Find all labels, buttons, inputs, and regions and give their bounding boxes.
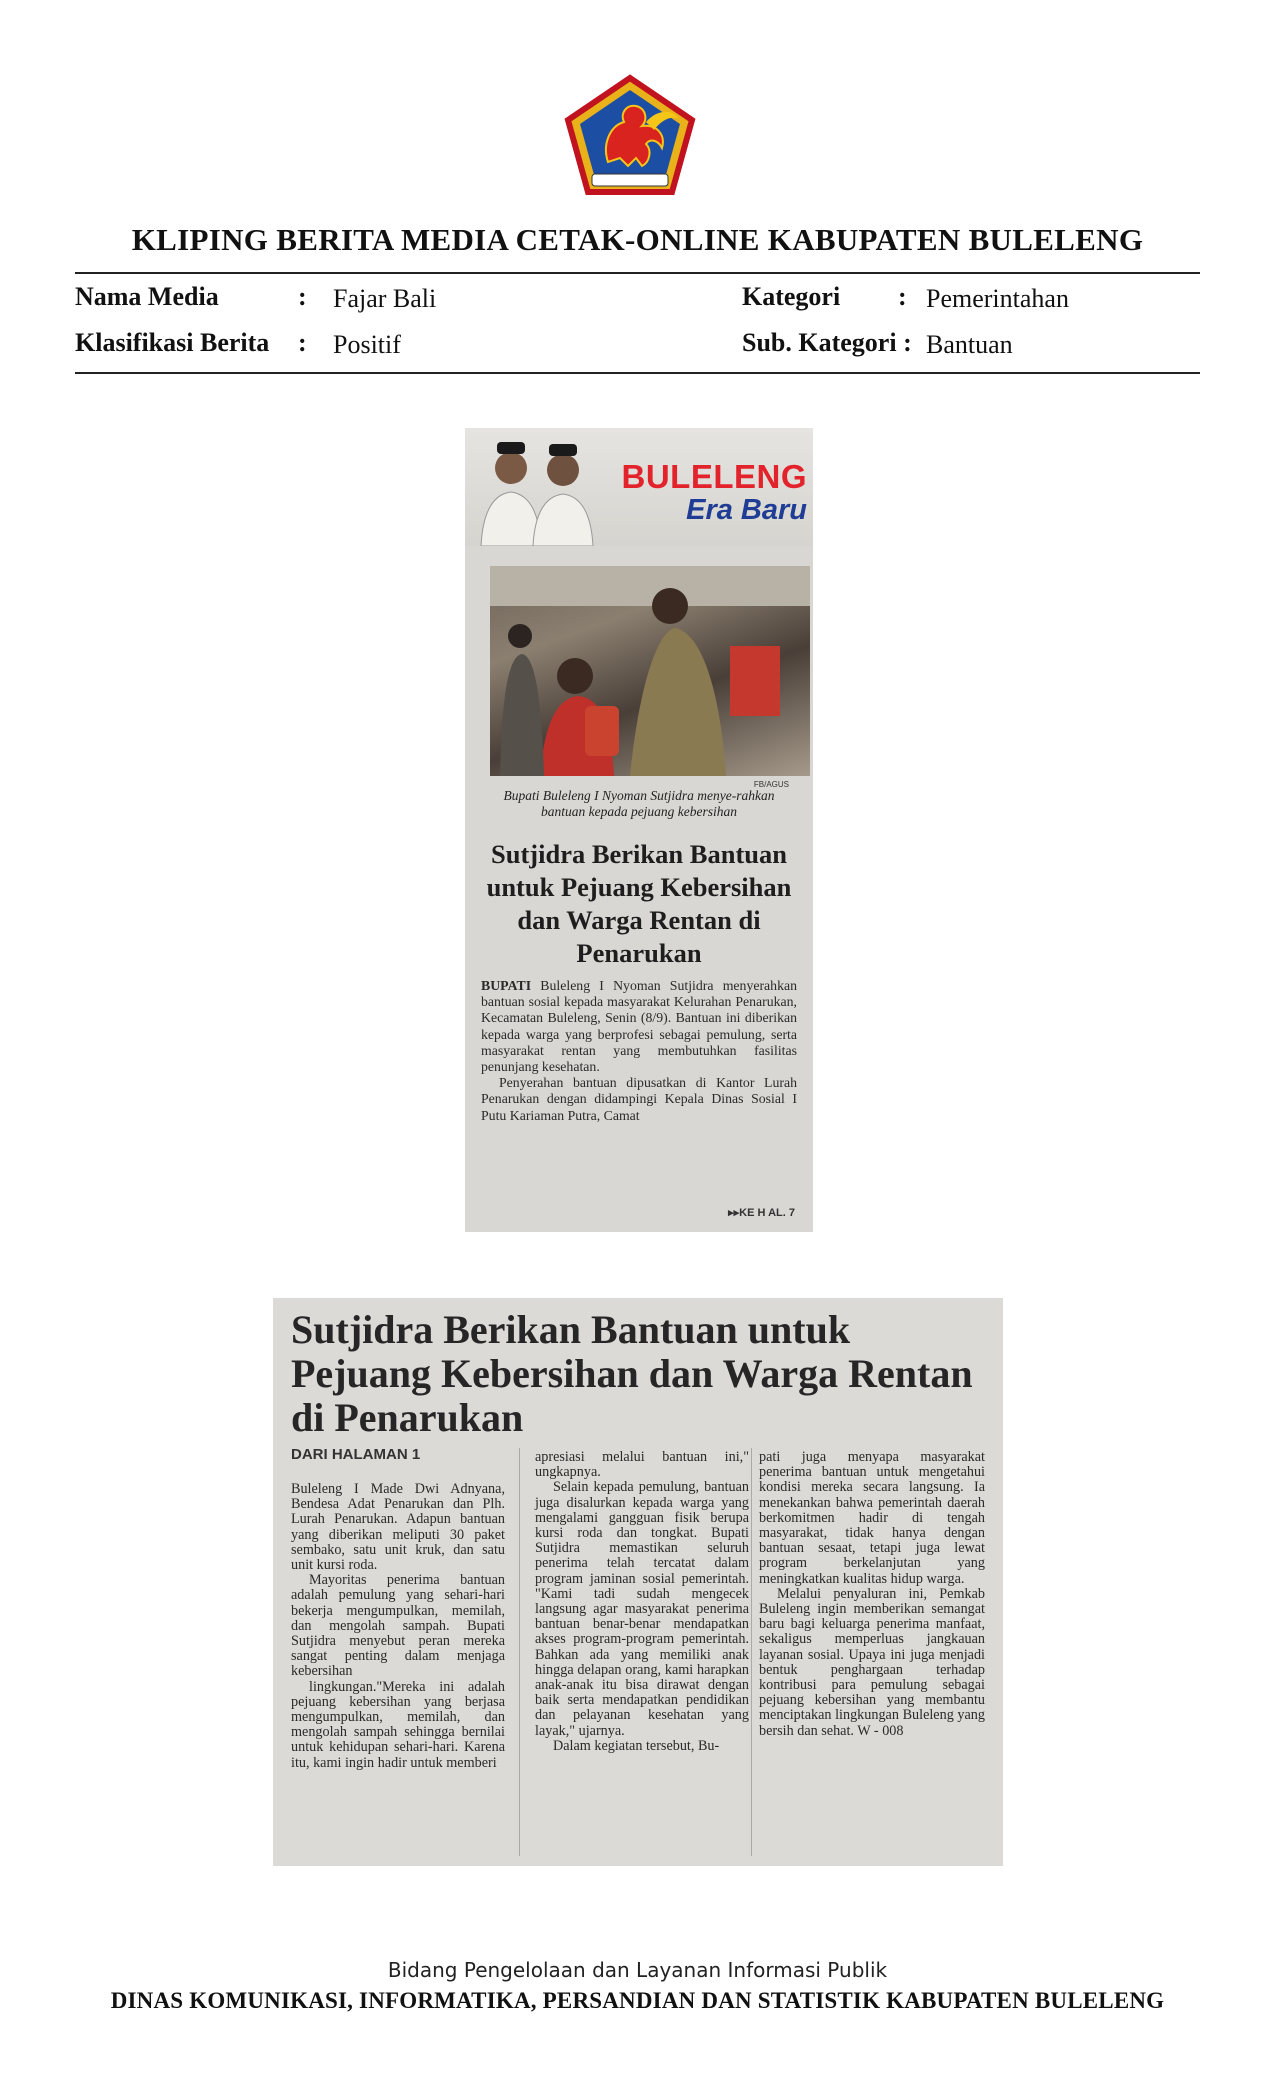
column-2-paragraph-3: Dalam kegiatan tersebut, Bu- — [553, 1737, 720, 1754]
media-label: Nama Media — [75, 282, 219, 311]
footer-agency: DINAS KOMUNIKASI, INFORMATIKA, PERSANDIAN DAN STATISTIK KABUPATEN BULELENG — [110, 1988, 1165, 2013]
article-headline: Sutjidra Berikan Bantuan untuk Pejuang Kebersihan dan Warga Rentan di Penarukan — [486, 839, 792, 968]
lead-word: BUPATI — [481, 978, 532, 993]
klasifikasi-colon: : — [298, 328, 307, 357]
kategori-value: Pemerintahan — [926, 284, 1069, 313]
subkategori-value: Bantuan — [926, 330, 1013, 359]
column-3-paragraph-1: pati juga menyapa masyarakat penerima bantuan untuk mengetahui kondisi mereka secara langsung. Ia menekankan bahwa pemerintah daerah berkomitmen hadir di tengah masyarakat, tidak hanya dengan bantuan sesaat, tetapi juga lewat program berkelanjutan yang meningkatkan kualitas hidup warga. — [759, 1449, 985, 1587]
photo-credit: FB/AGUS — [753, 780, 789, 789]
column-2-paragraph-1: apresiasi melalui bantuan ini," ungkapnya. — [535, 1449, 749, 1481]
continued-from-label: DARI HALAMAN 1 — [291, 1446, 421, 1463]
brand-line-1: BULELENG — [621, 458, 807, 495]
header-rule-bottom — [75, 372, 1200, 374]
column-divider — [519, 1448, 520, 1856]
continued-text: KE H AL. 7 — [739, 1207, 795, 1219]
column-2-paragraph-2: Selain kepada pemulung, bantuan juga disalurkan kepada warga yang mengalami gangguan fisik berupa kursi roda dan tongkat. Bupati Sutjidra memastikan seluruh penerima telah tercatat dalam program jaminan sosial pemerintah. "Kami tadi sudah mengecek langsung agar masyarakat penerima bantuan benar-benar mendapatkan akses program-program pemerintah. Bahkan ada yang memiliki anak hingga delapan orang, kami harapkan anak-anak itu bisa dirawat dengan baik serta mendapatkan pendidikan dan pelayanan kesehatan yang layak," ujarnya. — [535, 1479, 749, 1739]
section-banner — [465, 428, 813, 546]
article-paragraph-1: Buleleng I Nyoman Sutjidra menyerahkan bantuan sosial kepada masyarakat Kelurahan Penarukan, Kecamatan Buleleng, Senin (8/9). Bantuan ini diberikan kepada warga yang berprofesi sebagai pemulung, serta masyarakat rentan yang membutuhkan fasilitas penunjang kesehatan. — [481, 978, 798, 1075]
brand-line-2: Era Baru — [686, 494, 807, 526]
photo-caption: Bupati Buleleng I Nyoman Sutjidra menye-rahkan bantuan kepada pejuang kebersihan — [503, 788, 775, 819]
kategori-label: Kategori — [742, 282, 841, 311]
klasifikasi-label: Klasifikasi Berita — [75, 328, 270, 357]
klasifikasi-value: Positif — [333, 330, 401, 359]
article-body — [481, 978, 797, 1124]
article-paragraph-2: Penyerahan bantuan dipusatkan di Kantor Lurah Penarukan dengan didampingi Kepala Dinas Sosial I Putu Kariaman Putra, Camat — [481, 1075, 797, 1123]
news-clipping-continuation — [273, 1298, 1003, 1866]
column-1-paragraph-1: Buleleng I Made Dwi Adnyana, Bendesa Adat Penarukan dan Plh. Lurah Penarukan. Adapun bantuan yang diberikan meliputi 30 paket sembako, satu unit kruk, dan satu unit kursi roda. — [291, 1481, 505, 1574]
kategori-colon: : — [898, 282, 907, 311]
buleleng-era-baru-logo — [622, 460, 808, 526]
subkategori-label: Sub. Kategori : — [742, 328, 912, 357]
kabupaten-buleleng-logo — [562, 74, 698, 198]
article-column-2 — [535, 1450, 749, 1754]
header-rule-top — [75, 272, 1200, 274]
continued-marker: ▸▸KE H AL. 7 — [728, 1207, 795, 1219]
media-value: Fajar Bali — [333, 284, 437, 313]
news-photo — [490, 566, 810, 776]
article-column-3 — [759, 1450, 985, 1739]
footer-division: Bidang Pengelolaan dan Layanan Informasi Publik — [387, 1958, 888, 1982]
column-3-paragraph-2: Melalui penyaluran ini, Pemkab Buleleng ingin memberikan semangat baru bagi keluarga penerima manfaat, sekaligus memperluas jangkauan layanan sosial. Upaya ini juga menjadi bentuk penghargaan terhadap kontribusi para pemulung sebagai pejuang kebersihan yang membantu menciptakan lingkungan Buleleng yang bersih dan sehat. W - 008 — [759, 1585, 985, 1739]
media-colon: : — [298, 282, 307, 311]
continuation-headline: Sutjidra Berikan Bantuan untuk Pejuang Kebersihan dan Warga Rentan di Penarukan — [291, 1307, 973, 1440]
column-divider — [751, 1448, 752, 1856]
document-title: KLIPING BERITA MEDIA CETAK-ONLINE KABUPATEN BULELENG — [131, 222, 1144, 257]
column-1-paragraph-3: lingkungan."Mereka ini adalah pejuang kebersihan yang berjasa mengumpulkan, memilah, dan mengolah sampah sehingga bernilai untuk kehidupan sehari-hari. Karena itu, kami ingin hadir untuk memberi — [291, 1678, 505, 1771]
officials-portrait-image — [465, 428, 605, 546]
column-1-paragraph-2: Mayoritas penerima bantuan adalah pemulung yang sehari-hari bekerja mengumpulkan, memilah, dan mengolah sampah. Bupati Sutjidra menyebut peran mereka sangat penting dalam menjaga kebersihan — [291, 1572, 505, 1680]
article-column-1 — [291, 1482, 505, 1771]
news-clipping-front-page — [465, 428, 813, 1232]
